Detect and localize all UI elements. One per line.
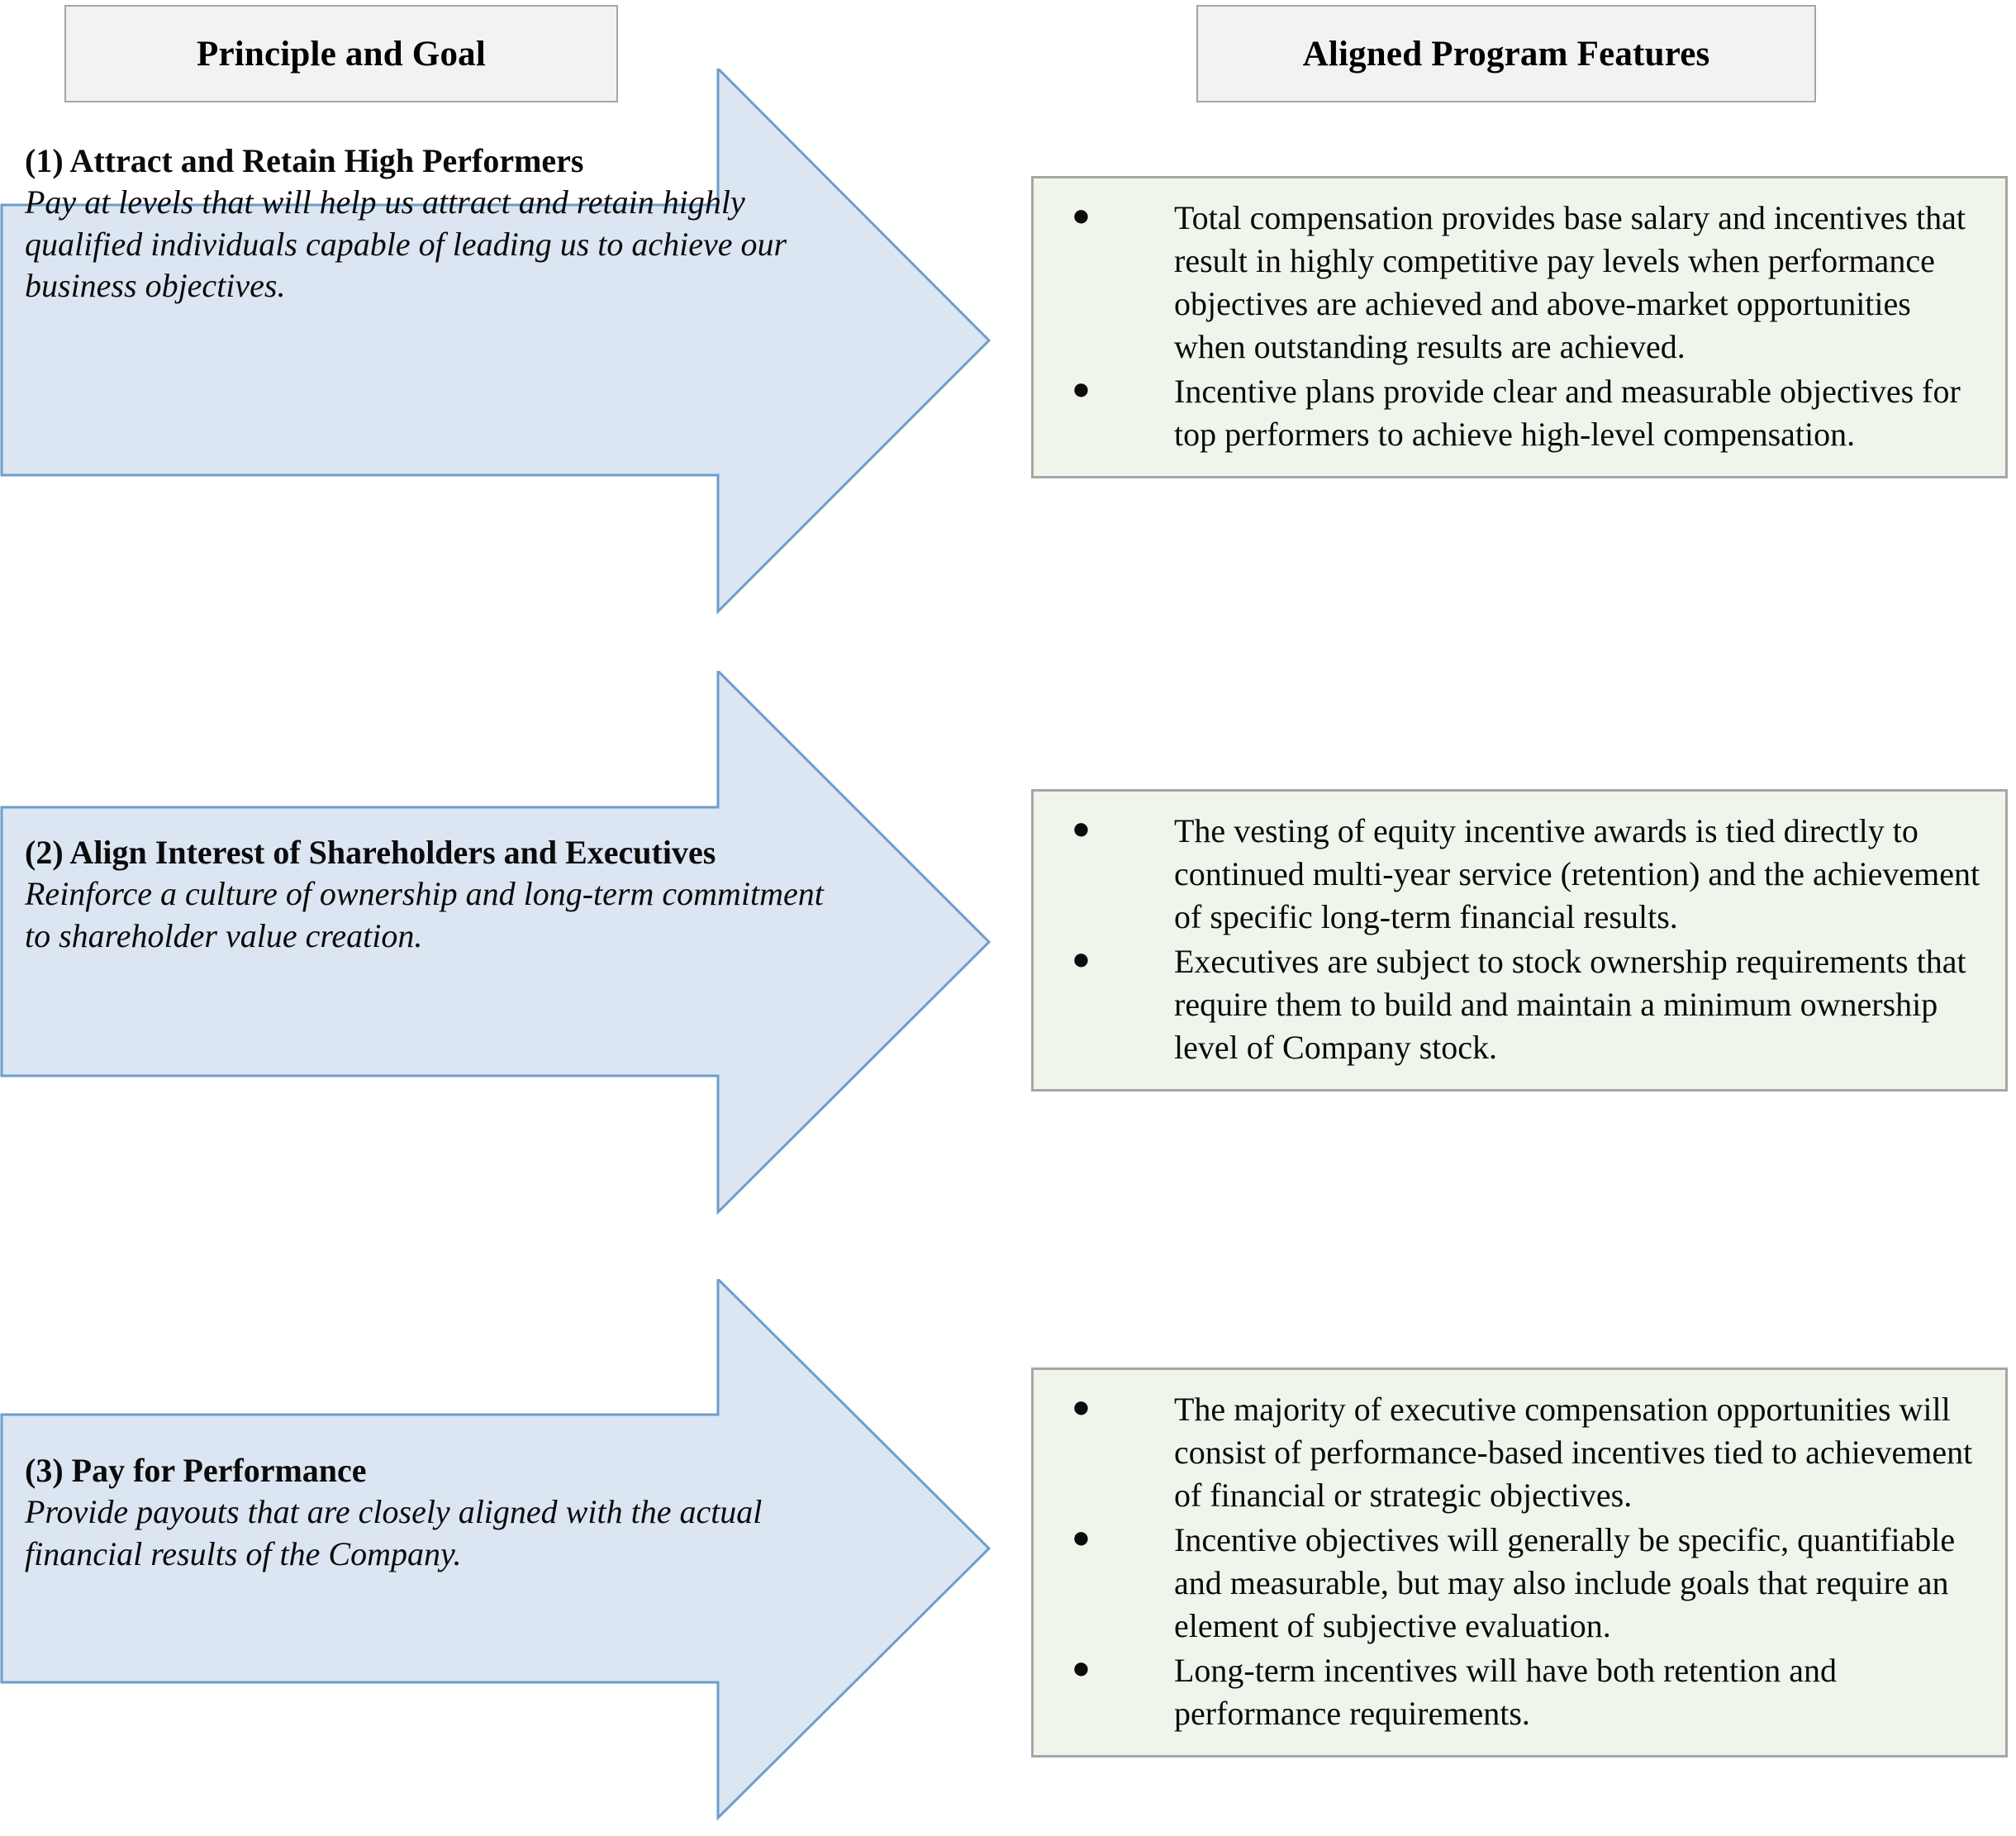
feature-text: Incentive objectives will generally be specific, quantifiable and measurable, but may also include goals that require an element of subjective evaluation. [1174,1521,1956,1644]
feature-text: Executives are subject to stock ownership requirements that require them to build and maintain a minimum ownership level of Company stock. [1174,943,1966,1066]
principle-arrow-1 [0,69,1000,614]
principle-arrow-3 [0,1279,1000,1820]
bullet-icon: ● [1072,1520,1091,1555]
principle-title-2: (2) Align Interest of Shareholders and Executives [25,834,716,871]
principle-text-1 [25,141,843,307]
feature-text: Total compensation provides base salary and incentives that result in highly competitive pay levels when performance objectives are achieved and above-market opportunities when outstanding results are achieved. [1174,199,1966,365]
list-item [1042,197,1984,369]
feature-list-3 [1042,1388,1984,1735]
principle-arrow-2 [0,671,1000,1215]
list-item [1042,810,1984,939]
list-item [1042,940,1984,1069]
bullet-icon: ● [1072,372,1091,407]
principle-title-3: (3) Pay for Performance [25,1452,367,1489]
bullet-icon: ● [1072,1651,1091,1686]
feature-text: The vesting of equity incentive awards is tied directly to continued multi-year service (retention) and the achievement of specific long-term financial results. [1174,812,1980,935]
principle-description-2: Reinforce a culture of ownership and long-term commitment to shareholder value creation. [25,875,824,954]
feature-text: The majority of executive compensation opportunities will consist of performance-based incentives tied to achievement of financial or strategic objectives. [1174,1391,1973,1514]
feature-box-3 [1031,1367,2008,1758]
principle-text-3 [25,1451,843,1575]
principle-text-2 [25,833,843,957]
list-item [1042,1649,1984,1735]
principle-description-1: Pay at levels that will help us attract and retain highly qualified individuals capable of leading us to achieve our business objectives. [25,183,787,304]
feature-box-1 [1031,176,2008,478]
feature-text: Long-term incentives will have both retention and performance requirements. [1174,1652,1837,1732]
bullet-icon: ● [1072,198,1091,233]
column-header-aligned-program-features: Aligned Program Features [1196,5,1816,102]
bullet-icon: ● [1072,1390,1091,1425]
feature-list-1 [1042,197,1984,456]
list-item [1042,1519,1984,1648]
bullet-icon: ● [1072,942,1091,977]
bullet-icon: ● [1072,811,1091,846]
feature-box-2 [1031,789,2008,1092]
feature-text: Incentive plans provide clear and measurable objectives for top performers to achieve high-level compensation. [1174,373,1961,453]
feature-list-2 [1042,810,1984,1069]
principle-description-3: Provide payouts that are closely aligned with the actual financial results of the Company. [25,1493,763,1572]
principle-title-1: (1) Attract and Retain High Performers [25,142,584,179]
list-item [1042,370,1984,456]
list-item [1042,1388,1984,1517]
column-header-principle-and-goal: Principle and Goal [64,5,618,102]
